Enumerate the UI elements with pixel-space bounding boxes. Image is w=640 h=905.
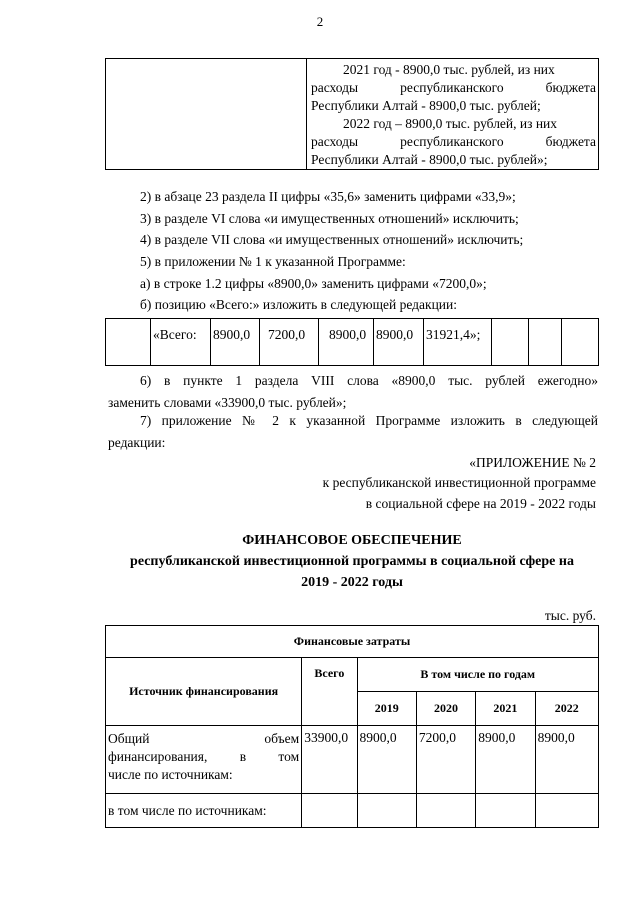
text-line: расходы республиканского бюджета [311,80,596,95]
col-year: 2021 [476,692,535,726]
appendix-title: «ПРИЛОЖЕНИЕ № 2 [469,455,596,470]
col-source: Источник финансирования [106,658,302,726]
item-4: 4) в разделе VII слова «и имущественных отношений» исключить; [140,232,524,247]
total-cell: 31921,4»; [424,319,492,366]
value-cell [535,794,598,828]
label-word: в [239,749,247,764]
row-total-label [106,726,302,794]
label-word: финансирования, [108,749,208,764]
text-line: расходы республиканского бюджета [311,134,596,149]
page-number: 2 [316,14,324,29]
text-line: 2022 год – 8900,0 тыс. рублей, из них [343,116,558,131]
row-sources-label: в том числе по источникам: [106,794,302,828]
value-cell: 7200,0 [416,726,475,794]
value-cell: 8900,0 [535,726,598,794]
heading-years: 2019 - 2022 годы [301,575,403,590]
heading-subtitle: республиканской инвестиционной программы в социальной сфере на [130,554,574,569]
label-word: объем [264,731,300,746]
total-cell: 8900,0 [319,319,374,366]
col-year: 2020 [416,692,475,726]
total-cell [106,319,151,366]
item-6-line1: 6) в пункте 1 раздела VIII слова «8900,0 тыс. рублей ежегодно» [140,373,598,388]
table-title: Финансовые затраты [106,626,599,658]
item-6-line2: заменить словами «33900,0 тыс. рублей»; [108,395,347,410]
total-label-cell: «Всего: [151,319,211,366]
value-cell [302,794,357,828]
value-cell [357,794,416,828]
financing-table [105,625,599,828]
appendix-line3: в социальной сфере на 2019 - 2022 годы [365,496,596,511]
value-cell [476,794,535,828]
col-years: В том числе по годам [357,658,598,692]
value-cell: 8900,0 [476,726,535,794]
text-line: Республики Алтай - 8900,0 тыс. рублей; [311,98,541,113]
total-cell [529,319,562,366]
value-cell: 8900,0 [357,726,416,794]
item-7-line1: 7) приложение № 2 к указанной Программе изложить в следующей [140,413,598,428]
total-cell: 8900,0 [374,319,424,366]
appendix-line2: к республиканской инвестиционной программе [322,475,596,490]
label-line: числе по источникам: [108,767,233,782]
item-2: 2) в абзаце 23 раздела II цифры «35,6» заменить цифрами «33,9»; [140,189,516,204]
col-year: 2022 [535,692,598,726]
total-cell: 7200,0 [260,319,319,366]
total-cell: 8900,0 [211,319,260,366]
total-cell [562,319,599,366]
value-cell [416,794,475,828]
col-total: Всего [302,658,357,726]
text-line: 2021 год - 8900,0 тыс. рублей, из них [343,62,555,77]
item-7-line2: редакции: [108,435,166,450]
total-row-table [105,318,599,366]
label-word: Общий [108,731,150,746]
item-3: 3) в разделе VI слова «и имущественных отношений» исключить; [140,211,519,226]
item-5: 5) в приложении № 1 к указанной Программе: [140,254,406,269]
total-cell [492,319,529,366]
item-5a: а) в строке 1.2 цифры «8900,0» заменить цифрами «7200,0»; [140,276,487,291]
item-5b: б) позицию «Всего:» изложить в следующей редакции: [140,297,457,312]
empty-cell [106,59,307,170]
text-line: Республики Алтай - 8900,0 тыс. рублей»; [311,152,548,167]
unit-label: тыс. руб. [544,608,596,623]
label-word: том [278,749,300,764]
continuation-table [105,58,599,170]
col-year: 2019 [357,692,416,726]
heading-title: ФИНАНСОВОЕ ОБЕСПЕЧЕНИЕ [242,533,462,548]
funding-text-cell [307,59,599,170]
value-cell: 33900,0 [302,726,357,794]
